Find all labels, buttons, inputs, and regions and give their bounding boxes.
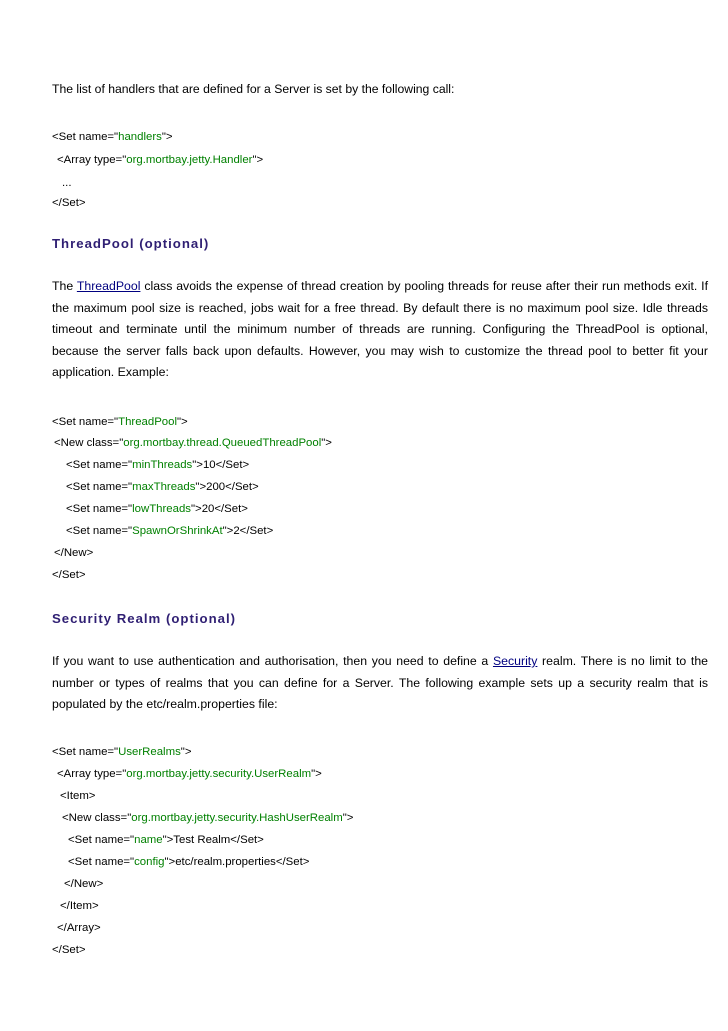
code-line: <Set name="maxThreads">200</Set> — [66, 481, 259, 493]
code-line: <Set name="config">etc/realm.properties</Set> — [68, 856, 310, 868]
threadpool-paragraph: The ThreadPool class avoids the expense of thread creation by pooling threads for reuse after their run methods exit. If the maximum pool size is reached, jobs wait for a free thread. By default there is no maximum pool size. Idle threads timeout and terminate until the minimum number of threads are running. Configuring the ThreadPool is optional, because the server falls back upon defaults. However, you may wish to customize the thread pool to better fit your application. Example: — [52, 279, 708, 380]
code-line: <Item> — [60, 790, 96, 802]
code-line: </Array> — [57, 922, 101, 934]
code-line: <Set name="lowThreads">20</Set> — [66, 503, 248, 515]
code-line: <Set name="name">Test Realm</Set> — [68, 834, 264, 846]
section-heading-security: Security Realm (optional) — [52, 611, 237, 626]
code-line: </Set> — [52, 197, 86, 209]
code-line: <Set name="SpawnOrShrinkAt">2</Set> — [66, 525, 274, 537]
intro-text: The list of handlers that are defined for a Server is set by the following call: — [52, 82, 455, 96]
section-heading-threadpool: ThreadPool (optional) — [52, 236, 210, 251]
code-line: </New> — [64, 878, 104, 890]
security-link[interactable]: Security — [492, 654, 538, 668]
threadpool-link[interactable]: ThreadPool — [76, 279, 141, 293]
code-line: </Item> — [60, 900, 99, 912]
code-line: <Set name="ThreadPool"> — [52, 416, 188, 428]
code-line: </New> — [54, 547, 94, 559]
code-line: <New class="org.mortbay.thread.QueuedThreadPool"> — [54, 437, 332, 449]
code-line: <New class="org.mortbay.jetty.security.HashUserRealm"> — [62, 812, 354, 824]
code-line: </Set> — [52, 944, 86, 956]
code-line: <Array type="org.mortbay.jetty.security.UserRealm"> — [57, 768, 322, 780]
code-line: <Set name="handlers"> — [52, 131, 173, 143]
code-line: <Array type="org.mortbay.jetty.Handler"> — [57, 154, 264, 166]
code-line: <Set name="UserRealms"> — [52, 746, 192, 758]
code-line: ... — [62, 177, 72, 189]
code-line: </Set> — [52, 569, 86, 581]
code-line: <Set name="minThreads">10</Set> — [66, 459, 250, 471]
security-paragraph: If you want to use authentication and authorisation, then you need to define a Security realm. There is no limit to the number or types of realms that you can define for a Server. The following example sets up a security realm that is populated by the etc/realm.properties file: — [52, 654, 709, 712]
